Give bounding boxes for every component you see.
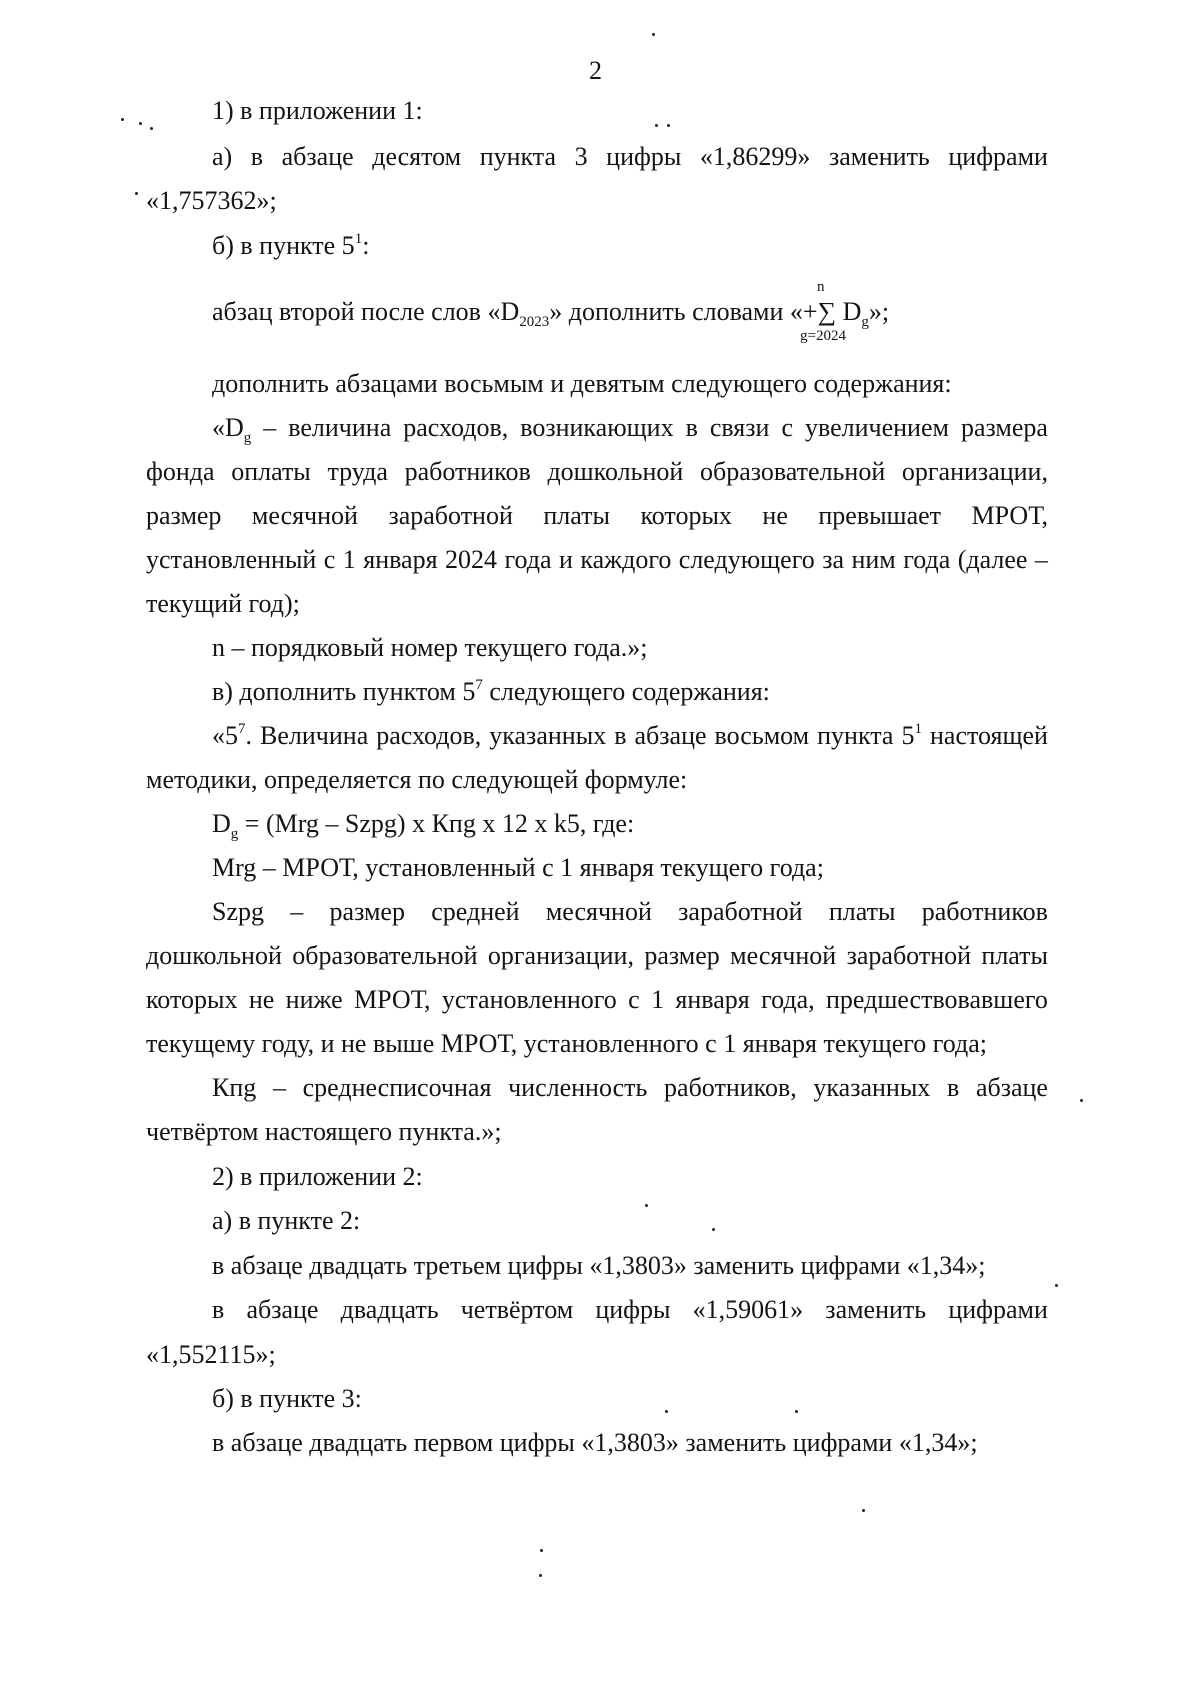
- word: которых: [146, 985, 238, 1014]
- paragraph-line: [212, 413, 1048, 446]
- word: каждого: [580, 545, 672, 574]
- word: за: [822, 545, 845, 574]
- word: ним: [851, 545, 896, 574]
- word: двадцать: [340, 1295, 439, 1324]
- scan-speck: [135, 192, 138, 195]
- word: не: [762, 501, 788, 530]
- word: в: [250, 142, 264, 171]
- paragraph-line: Mrg – МРОТ, установленный с 1 января текущего года;: [212, 853, 824, 882]
- paragraph-line: в абзаце двадцать первом цифры «1,3803» заменить цифрами «1,34»;: [212, 1428, 978, 1457]
- scan-speck: [665, 1410, 668, 1413]
- word: платы: [981, 941, 1048, 970]
- word: заработной: [678, 897, 803, 926]
- word: установленный: [146, 545, 317, 574]
- word: труда: [327, 457, 388, 486]
- paragraph-line: в) дополнить пунктом $5^7$ следующего содержания:: [212, 677, 770, 706]
- scan-speck: [712, 1228, 715, 1231]
- word: цифрами: [948, 142, 1048, 171]
- word: расходов,: [403, 413, 509, 442]
- word: ниже: [285, 985, 343, 1014]
- word: указанных: [489, 721, 607, 750]
- word: расходов,: [376, 721, 482, 750]
- sum-symbol: ∑: [817, 297, 837, 326]
- word: абзаце: [975, 1073, 1048, 1102]
- paragraph-line: [146, 501, 1048, 531]
- word: в: [946, 1073, 960, 1102]
- word: превышает: [818, 501, 942, 530]
- scan-speck: [795, 1410, 798, 1413]
- word: организации,: [901, 457, 1048, 486]
- word: образовательной: [292, 941, 478, 970]
- word: платы: [543, 501, 610, 530]
- paragraph-line: [146, 457, 1048, 487]
- word: заработной: [846, 941, 972, 970]
- paragraph-line: [212, 897, 1048, 927]
- sum-upper-limit: n: [817, 279, 825, 295]
- word: Szpg: [212, 897, 264, 926]
- word: а): [212, 142, 233, 171]
- word: цифры: [595, 1295, 671, 1324]
- word: размера: [960, 413, 1048, 442]
- word: января: [363, 545, 438, 574]
- word: года,: [761, 985, 815, 1014]
- paragraph-line: 1) в приложении 1:: [212, 96, 423, 125]
- paragraph-line: [146, 941, 1048, 971]
- word: –: [290, 897, 304, 926]
- word: работников,: [664, 1073, 797, 1102]
- word: увеличением: [804, 413, 949, 442]
- paragraph-line: б) в пункте 3:: [212, 1384, 362, 1413]
- word: фонда: [146, 457, 215, 486]
- paragraph-line: б) в пункте $5^1$:: [212, 231, 370, 260]
- word: пункта: [479, 142, 557, 171]
- paragraph-line: дополнить абзацами восьмым и девятым следующего содержания:: [212, 369, 952, 398]
- word: абзаце: [246, 1295, 319, 1324]
- scan-speck: [150, 127, 153, 130]
- word: настоящей: [930, 721, 1048, 750]
- word: установленного: [441, 985, 617, 1014]
- word: возникающих: [520, 413, 674, 442]
- scan-speck: [655, 124, 658, 127]
- word: месячной: [251, 501, 358, 530]
- word: не: [248, 985, 275, 1014]
- paragraph-line: а) в пункте 2:: [212, 1206, 361, 1235]
- word: заработной: [388, 501, 513, 530]
- paragraph-line: n – порядковый номер текущего года.»;: [212, 633, 648, 662]
- word: абзаце: [281, 142, 354, 171]
- word: связи: [709, 413, 770, 442]
- word: –: [1034, 545, 1048, 574]
- paragraph-line: «1,757362»;: [146, 186, 277, 215]
- word: и: [558, 545, 573, 574]
- word: абзаце: [634, 721, 707, 750]
- word: платы: [828, 897, 896, 926]
- scan-speck: [652, 33, 655, 36]
- paragraph-line: [146, 545, 1048, 575]
- word: заменить: [825, 1295, 927, 1324]
- word: размер: [644, 941, 720, 970]
- word: величина: [288, 413, 392, 442]
- paragraph-line: методики, определяется по следующей формуле:: [146, 765, 688, 794]
- word: $5^1$: [901, 721, 922, 750]
- word: –: [263, 413, 277, 442]
- paragraph-line: текущему году, и не выше МРОТ, установленного с 1 января текущего года;: [146, 1029, 988, 1058]
- scan-speck: [645, 1204, 648, 1207]
- scan-speck: [139, 122, 142, 125]
- paragraph-line: [146, 985, 1048, 1015]
- word: 1: [342, 545, 356, 574]
- word: указанных: [813, 1073, 931, 1102]
- word: 1: [651, 985, 665, 1014]
- word: «1,59061»: [692, 1295, 804, 1324]
- word: Кпg: [212, 1073, 257, 1102]
- paragraph-line: [212, 721, 1048, 751]
- scan-speck: [121, 118, 124, 121]
- word: предшествовавшего: [826, 985, 1048, 1014]
- scan-speck: [1055, 1284, 1058, 1287]
- formula-line: абзац второй после слов «$D_{2023}$» дополнить словами «+∑ $D_g$»;: [212, 297, 890, 330]
- word: «1,86299»: [699, 142, 811, 171]
- word: размер: [329, 897, 405, 926]
- word: работников: [404, 457, 531, 486]
- word: месячной: [545, 897, 652, 926]
- word: работников: [921, 897, 1048, 926]
- word: организации,: [487, 941, 634, 970]
- sum-lower-limit: g=2024: [800, 328, 846, 344]
- scan-speck: [1080, 1099, 1083, 1102]
- word: года: [903, 545, 951, 574]
- word: (далее: [957, 545, 1028, 574]
- word: января: [675, 985, 750, 1014]
- word: следующего: [678, 545, 815, 574]
- word: размер: [146, 501, 222, 530]
- word: дошкольной: [146, 941, 282, 970]
- paragraph-line: в абзаце двадцать третьем цифры «1,3803» заменить цифрами «1,34»;: [212, 1251, 986, 1280]
- word: 3: [574, 142, 588, 171]
- word: 2024: [445, 545, 498, 574]
- word: дошкольной: [547, 457, 684, 486]
- word: средней: [431, 897, 520, 926]
- scan-speck: [667, 124, 670, 127]
- word: «$5^7$.: [212, 721, 252, 750]
- paragraph-line: [212, 142, 1048, 172]
- formula-line: $D_g = (Mrg$ – Szpg) х Кпg х 12 х k5, где:: [212, 809, 635, 842]
- word: «$D_g$: [212, 413, 252, 446]
- word: в: [685, 413, 698, 442]
- word: десятом: [372, 142, 462, 171]
- paragraph-line: «1,552115»;: [146, 1340, 276, 1369]
- paragraph-line: [212, 1073, 1048, 1103]
- word: с: [323, 545, 336, 574]
- page-number: 2: [589, 56, 602, 85]
- word: заменить: [828, 142, 930, 171]
- word: –: [272, 1073, 286, 1102]
- paragraph-line: четвёртом настоящего пункта.»;: [146, 1117, 502, 1146]
- word: месячной: [730, 941, 837, 970]
- word: оплаты: [231, 457, 311, 486]
- word: цифрами: [948, 1295, 1048, 1324]
- scan-speck: [862, 1509, 865, 1512]
- scan-speck: [540, 1549, 543, 1552]
- word: цифры: [606, 142, 682, 171]
- paragraph-line: текущий год);: [146, 589, 300, 618]
- word: года: [504, 545, 552, 574]
- paragraph-line: [212, 1295, 1048, 1325]
- word: численность: [508, 1073, 648, 1102]
- word: пункта: [817, 721, 894, 750]
- word: с: [628, 985, 640, 1014]
- word: которых: [640, 501, 732, 530]
- word: в: [212, 1295, 225, 1324]
- word: среднесписочная: [302, 1073, 492, 1102]
- word: с: [781, 413, 793, 442]
- word: в: [614, 721, 627, 750]
- word: образовательной: [699, 457, 886, 486]
- word: восьмом: [714, 721, 810, 750]
- scan-speck: [539, 1574, 542, 1577]
- paragraph-line: 2) в приложении 2:: [212, 1162, 423, 1191]
- word: МРОТ,: [354, 985, 431, 1014]
- word: Величина: [260, 721, 369, 750]
- word: четвёртом: [460, 1295, 574, 1324]
- word: МРОТ,: [971, 501, 1048, 530]
